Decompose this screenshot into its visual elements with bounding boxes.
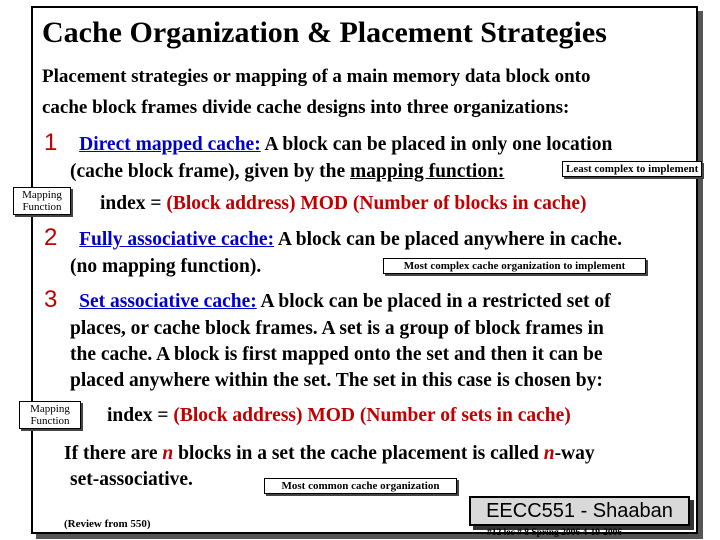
item-3-line-3: the cache. A block is first mapped onto the set and then it can be <box>70 344 603 365</box>
nway-text: blocks in a set the cache placement is called <box>173 443 544 464</box>
formula-3 <box>107 405 571 427</box>
item-name: Direct mapped cache: <box>79 134 261 155</box>
item-number: 2 <box>44 224 58 251</box>
formula-rhs: (Block address) MOD (Number of blocks in cache) <box>166 193 587 214</box>
formula-1 <box>100 193 587 215</box>
mapping-function-label: Mapping Function <box>13 187 71 215</box>
item-number: 3 <box>44 286 58 313</box>
intro-line-2: cache block frames divide cache designs into three organizations: <box>42 97 570 118</box>
slide-title: Cache Organization & Placement Strategies <box>42 16 607 49</box>
item-3-line-4: placed anywhere within the set. The set in this case is chosen by: <box>70 370 603 391</box>
nway-text: If there are <box>64 443 163 464</box>
course-label: EECC551 - Shaaban <box>469 496 690 526</box>
item-number: 1 <box>44 129 58 156</box>
item-2-line-2: (no mapping function). <box>70 256 262 277</box>
mapping-function-text: mapping function: <box>350 161 505 182</box>
review-note: (Review from 550) <box>64 518 151 530</box>
most-common-note: Most common cache organization <box>264 478 457 494</box>
item-3-line-2: places, or cache block frames. A set is a group of block frames in <box>70 318 604 339</box>
item-desc: A block can be placed in a restricted set of <box>256 291 611 312</box>
item-2 <box>44 224 622 252</box>
item-desc: A block can be placed in only one location <box>260 134 613 155</box>
nway-n: n <box>162 443 174 464</box>
item-3 <box>44 286 611 314</box>
nway-n: n <box>543 443 555 464</box>
slide-info: #12 lec # 8 Spring 2006 4-19-2006 <box>487 528 623 538</box>
nway-line-1 <box>64 443 595 465</box>
item-1-line-2 <box>70 161 504 183</box>
item-name: Set associative cache: <box>79 291 257 312</box>
formula-rhs: (Block address) MOD (Number of sets in cache) <box>173 405 571 426</box>
formula-lhs: index = <box>100 193 167 214</box>
item-desc: (cache block frame), given by the <box>70 161 350 182</box>
item-1 <box>44 129 612 157</box>
nway-text: -way <box>554 443 595 464</box>
least-complex-note: Least complex to implement <box>562 161 702 177</box>
item-name: Fully associative cache: <box>79 229 275 250</box>
formula-lhs: index = <box>107 405 174 426</box>
mapping-function-label: Mapping Function <box>19 401 81 429</box>
item-desc: A block can be placed anywhere in cache. <box>274 229 623 250</box>
intro-line-1: Placement strategies or mapping of a main memory data block onto <box>42 66 591 87</box>
most-complex-note: Most complex cache organization to implement <box>383 258 646 274</box>
nway-line-2: set-associative. <box>70 469 193 490</box>
